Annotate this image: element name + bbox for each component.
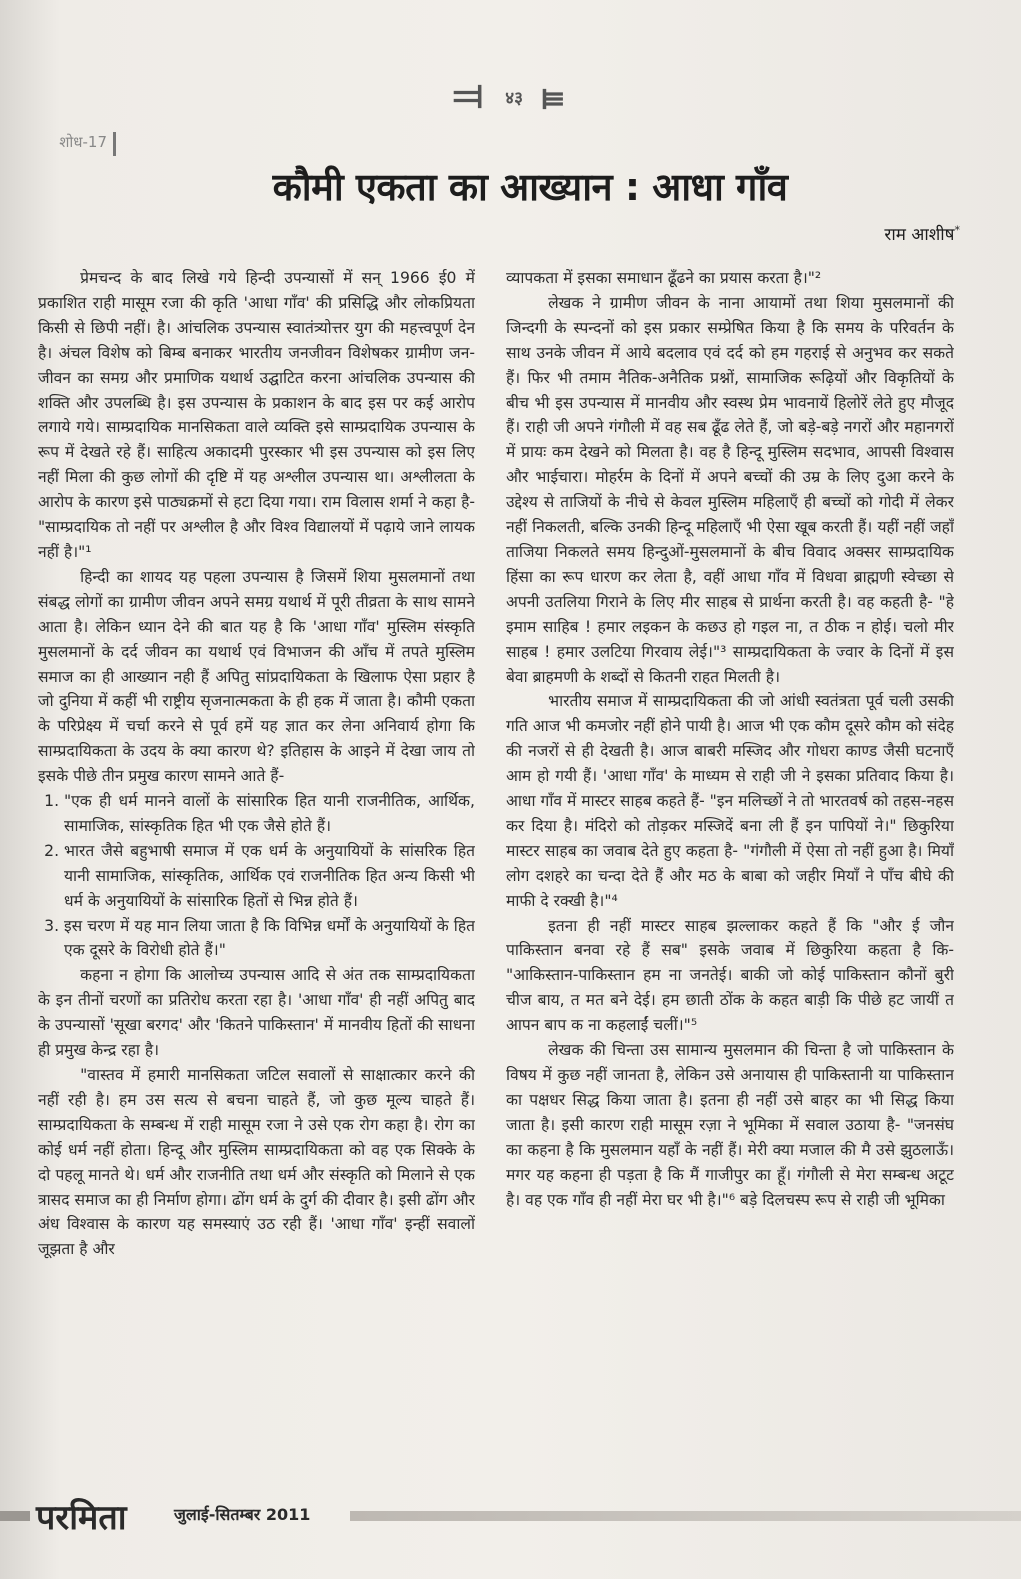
left-column bbox=[38, 266, 475, 1491]
article-author bbox=[780, 222, 960, 245]
article-title: कौमी एकता का आख्यान : आधा गाँव bbox=[272, 165, 788, 209]
author-footnote-mark: * bbox=[954, 223, 960, 237]
paragraph: इतना ही नहीं मास्टर साहब झल्लाकर कहते हैं कि "और ई जौन पाकिस्तान बनवा रहे हैं सब" इसके जवाब में छिकुरिया कहता है कि- "आकिस्तान-पाकिस्तान हम ना जनतेई। बाकी जो कोई पाकिस्तान कौनों बुरी चीज बाय, त मत बने देई। हम छाती ठोंक के कहत बाड़ी कि पीछे हट जायीं त आपन बाप क ना कहलाईं चलीं।"⁵ bbox=[506, 916, 954, 1035]
quote-paragraph: "वास्तव में हमारी मानसिकता जटिल सवालों से साक्षात्कार करने की नहीं रही है। हम उस सत्य से बचना चाहते हैं, जो कुछ मूल्य चाहते हैं। साम्प्रदायिकता के सम्बन्ध में राही मासूम रजा ने उसे एक रोग कहा है। रोग का कोई धर्म नहीं होता। हिन्दू और मुस्लिम साम्प्रदायिकता को वह एक सिक्के के दो पहलू मानते थे। धर्म और राजनीति तथा धर्म और संस्कृति को मिलाने से एक त्रासद समाज का ही निर्माण होगा। ढोंग धर्म के दुर्ग की दीवार है। इसी ढोंग और अंध विश्वास के कारण यह समस्याएं उठ रही हैं। 'आधा गाँव' इन्हीं सवालों जूझता है और bbox=[38, 1066, 475, 1259]
paragraph: हिन्दी का शायद यह पहला उपन्यास है जिसमें शिया मुसलमानों तथा संबद्ध लोगों का ग्रामीण जीवन अपने समग्र यथार्थ में पूरी तीव्रता के साथ सामने आता है। लेकिन ध्यान देने की बात यह है कि 'आधा गाँव' मुस्लिम संस्कृति मुसलमानों के दर्द जीवन का यथार्थ एवं विभाजन की आँच में तपते मुस्लिम समाज का ही आख्यान नही हैं अपितु सांप्रदायिकता के खिलाफ ऐसा प्रहार है जो दुनिया में कहीं भी राष्ट्रीय सृजनात्मकता के ही हक में जाता है। कौमी एकता के परिप्रेक्ष्य में चर्चा करने से पूर्व हमें यह ज्ञात कर लेना अनिवार्य होगा कि साम्प्रदायिकता के उदय के क्या कारण थे? इतिहास के आइने में देखा जाय तो इसके पीछे तीन प्रमुख कारण सामने आते हैं- bbox=[38, 567, 475, 786]
paragraph: व्यापकता में इसका समाधान ढूँढने का प्रयास करता है।"² bbox=[506, 269, 822, 287]
magazine-name: परमिता bbox=[36, 1498, 127, 1538]
right-column bbox=[506, 266, 954, 1491]
paragraph: प्रेमचन्द के बाद लिखे गये हिन्दी उपन्यासों में सन् 1966 ई0 में प्रकाशित राही मासूम रजा की कृति 'आधा गाँव' की प्रसिद्धि और लोकप्रियता किसी से छिपी नहीं। है। आंचलिक उपन्यास स्वातंत्र्योत्तर युग की महत्त्वपूर्ण देन है। अंचल विशेष को बिम्ब बनाकर भारतीय जनजीवन विशेषकर ग्रामीण जन-जीवन का समग्र और प्रमाणिक यथार्थ उद्घाटित करना आंचलिक उपन्यास की शक्ति और उपलब्धि है। इस उपन्यास के प्रकाशन के बाद इस पर कई आरोप लगाये गये। साम्प्रदायिक मानसिकता वाले व्यक्ति इसे साम्प्रदायिक उपन्यास के रूप में देखते रहे हैं। साहित्य अकादमी पुरस्कार भी इस उपन्यास को इस लिए नहीं मिला की कुछ लोगों की दृष्टि में यह अश्लील उपन्यास था। अश्लीलता के आरोप के कारण इसे पाठ्यक्रमों से हटा दिया गया। राम विलास शर्मा ने कहा है- "साम्प्रदायिक तो नहीं पर अश्लील है और विश्व विद्यालयों में पढ़ाये जाने लायक नहीं है।"¹ bbox=[38, 269, 475, 561]
author-name: राम आशीष bbox=[884, 225, 955, 245]
list-item: 1. "एक ही धर्म मानने वालों के सांसारिक हित यानी राजनीतिक, आर्थिक, सामाजिक, सांस्कृतिक हित भी एक जैसे होते हैं। bbox=[64, 789, 475, 839]
paragraph: कहना न होगा कि आलोच्य उपन्यास आदि से अंत तक साम्प्रदायिकता के इन तीनों चरणों का प्रतिरोध करता रहा है। 'आधा गाँव' ही नहीं अपितु बाद के उपन्यासों 'सूखा बरगद' और 'कितने पाकिस्तान' में मानवीय हितों की साधना ही प्रमुख केन्द्र रहा है। bbox=[38, 966, 475, 1060]
ornament-left: ⫤ bbox=[453, 72, 488, 118]
page-footer bbox=[0, 1497, 1021, 1537]
paragraph: लेखक ने ग्रामीण जीवन के नाना आयामों तथा शिया मुसलमानों की जिन्दगी के स्पन्दनों को इस प्रकार सम्प्रेषित किया है कि समय के परिवर्तन के साथ उनके जीवन में आये बदलाव एवं दर्द को हम गहराई से अनुभव कर सकते हैं। फिर भी तमाम नैतिक-अनैतिक प्रश्नों, सामाजिक रूढ़ियों और विकृतियों के बीच भी इस उपन्यास में मानवीय और स्वस्थ प्रेम भावनायें हिलोरें लेते हुए मौजूद हैं। राही जी अपने गंगौली में वह सब ढूँढ लेते हैं, जो बड़े-बड़े नगरों और महानगरों में प्रायः कम देखने को मिलता है। वह है हिन्दू मुस्लिम सदभाव, आपसी विश्वास और भाईचारा। मोहर्रम के दिनों में अपने बच्चों की उम्र के लिए दुआ करने के उद्देश्य से ताजियों के नीचे से केवल मुस्लिम महिलाएँ ही बच्चों को गोदी में लेकर नहीं निकलती, बल्कि उनकी हिन्दू महिलाएँ भी ऐसा खूब करती हैं। यहीं नहीं जहाँ ताजिया निकलते समय हिन्दुओं-मुसलमानों के बीच विवाद अक्सर साम्प्रदायिक हिंसा का रूप धारण कर लेता है, वहीं आधा गाँव में विधवा ब्राह्मणी स्वेच्छा से अपनी उतलिया गिराने के लिए मीर साहब से प्रार्थना करती है। वह कहती है- "हे इमाम साहिब ! हमार लइकन के कछउ हो गइल ना, त ठीक न होई। चलो मीर साहब ! हमार उलटिया गिरवाय लेई।"³ साम्प्रदायिकता के ज्वार के दिनों में इस बेवा ब्राहमणी के शब्दों से कितनी राहत मिलती है। bbox=[506, 293, 954, 686]
footer-rule-left bbox=[0, 1511, 30, 1521]
paragraph: लेखक की चिन्ता उस सामान्य मुसलमान की चिन्ता है जो पाकिस्तान के विषय में कुछ नहीं जानता है, लेकिन उसे अनायास ही पाकिस्तानी या पाकिस्तान का पक्षधर सिद्ध किया जाता है। इतना ही नहीं उसे बाहर का भी सिद्ध किया जाता है। इसी कारण राही मासूम रज़ा ने भूमिका में सवाल उठाया है- "जनसंघ का कहना है कि मुसलमान यहाँ के नहीं हैं। मेरी क्या मजाल की मै उसे झुठलाऊँ। मगर यह कहना ही पड़ता है कि मैं गाजीपुर का हूँ। गंगौली से मेरा सम्बन्ध अटूट है। वह एक गाँव ही नहीं मेरा घर भी है।"⁶ बड़े दिलचस्प रूप से राही जी भूमिका bbox=[506, 1041, 954, 1209]
section-tag: शोध-17 bbox=[0, 132, 116, 156]
page-number-ornament bbox=[0, 72, 1021, 118]
issue-date: जुलाई-सितम्बर 2011 bbox=[174, 1505, 311, 1524]
ornament-right: ⫢ bbox=[540, 72, 568, 118]
paragraph: भारतीय समाज में साम्प्रदायिकता की जो आंधी स्वतंत्रता पूर्व चली उसकी गति आज भी कमजोर नहीं होने पायी है। आज भी एक कौम दूसरे कौम को संदेह की नजरों से ही देखती है। आज बाबरी मस्जिद और गोधरा काण्ड जैसी घटनाएँ आम हो गयी हैं। 'आधा गाँव' के माध्यम से राही जी ने इसका प्रतिवाद किया है। आधा गाँव में मास्टर साहब कहते हैं- "इन मलिच्छों ने तो भारतवर्ष को तहस-नहस कर दिया है। मंदिरो को तोड़कर मस्जिदें बना ली हैं इन पापियों ने।" छिकुरिया मास्टर साहब का जवाब देते हुए कहता है- "गंगौली में ऐसा तो नहीं हुआ है। मियाँ लोग दशहरे का चन्दा देते हैं और मठ के बाबा को जहीर मियाँ ने पाँच बीघे की माफी दे रक्खी है।"⁴ bbox=[506, 692, 954, 910]
page-number: ४३ bbox=[505, 88, 523, 109]
list-item: 3. इस चरण में यह मान लिया जाता है कि विभिन्न धर्मों के अनुयायियों के हित एक दूसरे के विरोधी होते हैं।" bbox=[64, 914, 475, 964]
list-item: 2. भारत जैसे बहुभाषी समाज में एक धर्म के अनुयायियों के सांसरिक हित यानी सामाजिक, सांस्कृतिक, आर्थिक एवं राजनीतिक हित अन्य किसी भी धर्म के अनुयायियों के सांसारिक हितों से भिन्न होते हैं। bbox=[64, 839, 475, 914]
reasons-list bbox=[38, 789, 475, 963]
footer-rule-right bbox=[350, 1511, 1021, 1521]
